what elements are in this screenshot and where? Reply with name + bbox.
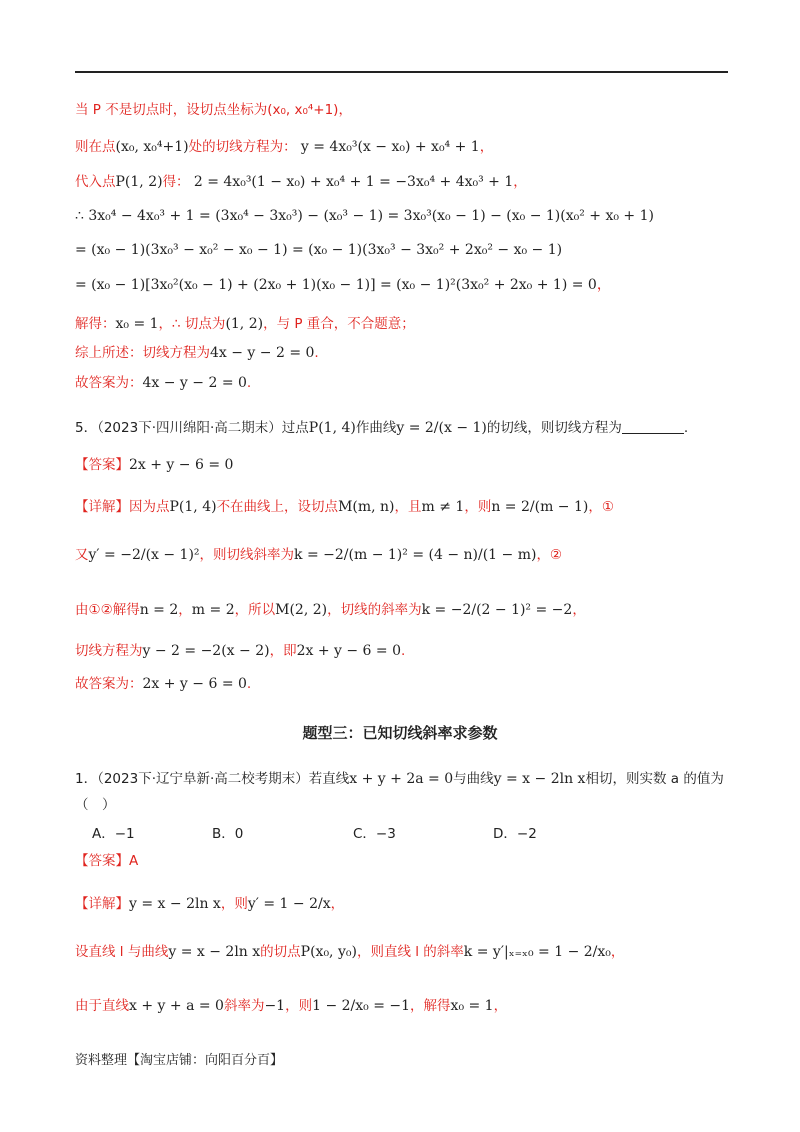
text-line: 解得：x₀ = 1，∴ 切点为(1, 2)，与 P 重合，不合题意； (75, 316, 415, 332)
equation-line: = (x₀ − 1)[3x₀²(x₀ − 1) + (2x₀ + 1)(x₀ − 1)] = (x₀ − 1)²(3x₀² + 2x₀ + 1) = 0， (75, 277, 611, 293)
text-line: 切线方程为y − 2 = −2(x − 2)，即2x + y − 6 = 0. (75, 643, 406, 659)
text-line: 故答案为：2x + y − 6 = 0. (75, 676, 252, 692)
text-line: 代入点P(1, 2)得： 2 = 4x₀³(1 − x₀) + x₀⁴ + 1 = −3x₀⁴ + 4x₀³ + 1， (75, 174, 527, 190)
text-line: 故答案为：4x − y − 2 = 0. (75, 375, 252, 391)
question-5: 5．（2023下·四川绵阳·高二期末）过点P(1, 4)作曲线y = 2/(x − 1)的切线，则切线方程为 . (75, 420, 689, 436)
equation-line: ∴ 3x₀⁴ − 4x₀³ + 1 = (3x₀⁴ − 3x₀³) − (x₀³ − 1) = 3x₀³(x₀ − 1) − (x₀ − 1)(x₀² + x₀ + 1) (75, 208, 654, 224)
option-c: C．−3 (353, 826, 396, 842)
text-line: 综上所述：切线方程为4x − y − 2 = 0. (75, 345, 319, 361)
text-line: 设直线 l 与曲线y = x − 2ln x的切点P(x₀, y₀)，则直线 l 的斜率k = y′|ₓ₌ₓ₀ = 1 − 2/x₀， (75, 944, 625, 960)
text-line: 又y′ = −2/(x − 1)²，则切线斜率为k = −2/(m − 1)² = (4 − n)/(1 − m)，② (75, 547, 563, 563)
text-line: 【详解】因为点P(1, 4)不在曲线上，设切点M(m, n)，且m ≠ 1，则n = 2/(m − 1)，① (75, 499, 614, 515)
option-a: A．−1 (92, 826, 135, 842)
text-line: 由于直线x + y + a = 0斜率为−1，则1 − 2/x₀ = −1，解得x₀ = 1， (75, 998, 508, 1014)
option-b: B．0 (212, 826, 244, 842)
option-d: D．−2 (493, 826, 537, 842)
answer-line: 【答案】2x + y − 6 = 0 (75, 457, 234, 473)
text-line: 【详解】y = x − 2ln x，则y′ = 1 − 2/x， (75, 896, 345, 912)
question-1: 1．（2023下·辽宁阜新·高二校考期末）若直线x + y + 2a = 0与曲线y = x − 2ln x相切，则实数 a 的值为 (75, 771, 724, 787)
text-line: 当 P 不是切点时，设切点坐标为(x₀, x₀⁴+1)， (75, 102, 352, 118)
header-rule (75, 71, 728, 73)
question-1-paren: （ ） (75, 797, 116, 813)
section-heading: 题型三：已知切线斜率求参数 (302, 724, 498, 742)
text-line: 则在点(x₀, x₀⁴+1)处的切线方程为： y = 4x₀³(x − x₀) + x₀⁴ + 1， (75, 139, 494, 155)
page-footer: 资料整理【淘宝店铺：向阳百分百】 (75, 1053, 284, 1068)
equation-line: = (x₀ − 1)(3x₀³ − x₀² − x₀ − 1) = (x₀ − 1)(3x₀³ − 3x₀² + 2x₀² − x₀ − 1) (75, 242, 563, 258)
answer-line: 【答案】A (75, 853, 139, 869)
answer-blank (622, 419, 684, 434)
text-line: 由①②解得n = 2，m = 2，所以M(2, 2)，切线的斜率为k = −2/(2 − 1)² = −2， (75, 602, 586, 618)
